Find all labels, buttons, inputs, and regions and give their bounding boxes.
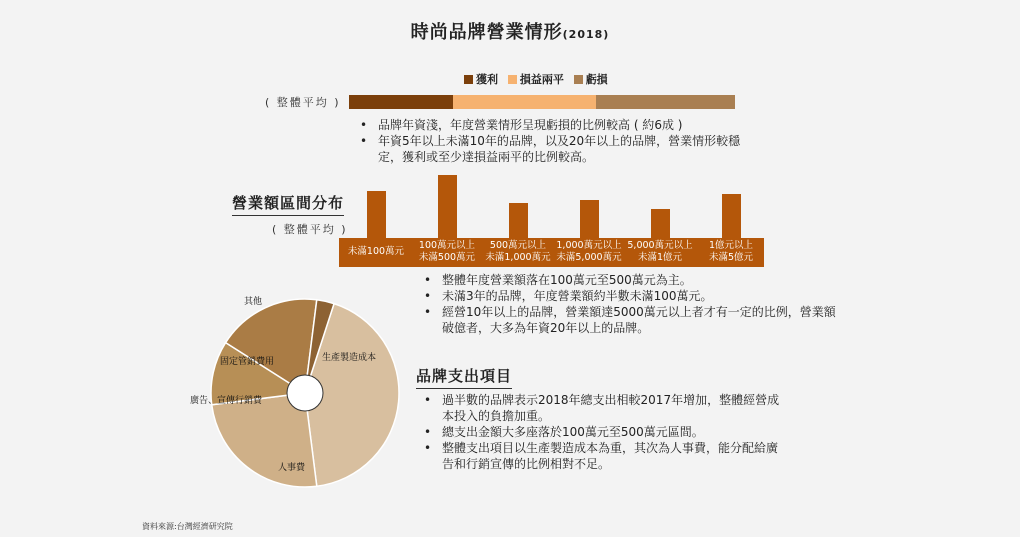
expense-note-1: • 過半數的品牌表示2018年總支出相較2017年增加，整體經營成本投入的負擔加重。: [420, 392, 780, 424]
revenue-category-4: 5,000萬元以上 未滿1億元: [627, 240, 693, 263]
revenue-category-2: 500萬元以上 未滿1,000萬元: [485, 240, 551, 263]
expense-note-2: • 總支出金額大多座落於100萬元至500萬元區間。: [420, 424, 780, 440]
donut-label-1: 人事費: [278, 463, 306, 473]
donut-hole: [287, 375, 323, 411]
revenue-note-2: • 未滿3年的品牌，年度營業額約半數未滿100萬元。: [420, 288, 840, 304]
donut-label-2: 廣告、宣傳行銷費: [190, 396, 263, 406]
title-year: (2018): [562, 28, 610, 41]
legend-label-profit: 獲利: [476, 73, 498, 86]
revenue-bar-3: [580, 200, 599, 238]
revenue-bar-1: [438, 175, 457, 238]
legend-label-loss: 虧損: [585, 73, 608, 86]
legend-swatch-breakeven: [508, 75, 517, 84]
stack-segment-1: [453, 95, 596, 109]
stack-segment-2: [596, 95, 735, 109]
profit-notes: [356, 117, 756, 165]
donut-label-0: 生產製造成本: [322, 353, 377, 363]
revenue-bar-2: [509, 203, 528, 238]
revenue-notes: [420, 272, 840, 336]
source-note: 資料來源:台灣經濟研究院: [142, 522, 233, 531]
page-title: [0, 18, 1020, 44]
revenue-heading: 營業額區間分布: [232, 192, 344, 216]
stack-segment-0: [349, 95, 453, 109]
title-text: 時尚品牌營業情形: [410, 22, 563, 43]
expense-note-3: • 整體支出項目以生產製造成本為重，其次為人事費，能分配給廣告和行銷宣傳的比例相對不足。: [420, 440, 780, 472]
legend-swatch-loss: [574, 75, 583, 84]
avg-label-profit: ( 整體平均 ): [265, 96, 341, 109]
donut-label-4: 其他: [244, 297, 263, 307]
revenue-category-5: 1億元以上 未滿5億元: [708, 240, 754, 263]
profit-note-2: • 年資5年以上未滿10年的品牌，以及20年以上的品牌，營業情形較穩定，獲利或至少達損益兩平的比例較高。: [356, 133, 756, 165]
revenue-note-1: • 整體年度營業額落在100萬元至500萬元為主。: [420, 272, 840, 288]
revenue-bar-0: [367, 191, 386, 238]
revenue-category-3: 1,000萬元以上 未滿5,000萬元: [556, 240, 622, 263]
avg-label-revenue: ( 整體平均 ): [272, 223, 348, 236]
legend: [458, 71, 608, 87]
expense-heading: 品牌支出項目: [416, 365, 512, 389]
revenue-bar-4: [651, 209, 670, 238]
donut-label-3: 固定管銷費用: [220, 357, 275, 367]
profit-stacked-bar: [349, 95, 735, 109]
revenue-bar-5: [722, 194, 741, 238]
revenue-category-0: 未滿100萬元: [347, 246, 405, 257]
revenue-category-1: 100萬元以上 未滿500萬元: [418, 240, 476, 263]
revenue-note-3: • 經營10年以上的品牌，營業額達5000萬元以上者才有一定的比例，營業額破億者，大多為年資20年以上的品牌。: [420, 304, 840, 336]
profit-note-1: • 品牌年資淺，年度營業情形呈現虧損的比例較高 ( 約6成 ): [356, 117, 756, 133]
legend-swatch-profit: [464, 75, 473, 84]
expense-notes: [420, 392, 780, 472]
legend-label-breakeven: 損益兩平: [519, 73, 564, 86]
